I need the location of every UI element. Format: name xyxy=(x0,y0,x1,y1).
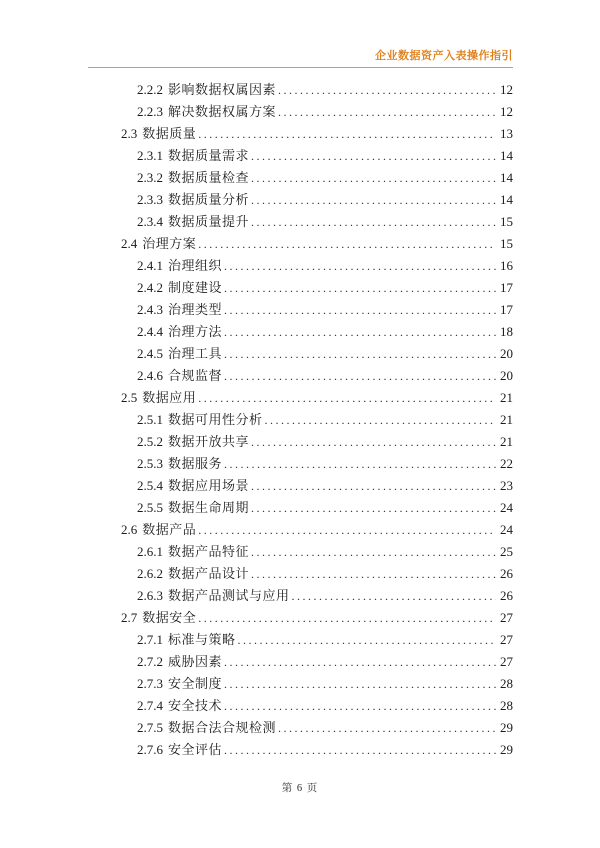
toc-list xyxy=(88,79,513,761)
toc-entry-page-number: 24 xyxy=(500,522,513,537)
toc-entry-title: 影响数据权属因素 xyxy=(168,82,277,97)
toc-entry-dot-leader xyxy=(198,123,496,145)
toc-entry[interactable] xyxy=(88,277,513,299)
toc-entry-title: 治理方案 xyxy=(142,236,197,251)
toc-entry-page-number: 29 xyxy=(500,720,513,735)
toc-entry-title: 数据安全 xyxy=(142,610,197,625)
toc-entry-number: 2.5.2 xyxy=(137,434,163,449)
toc-entry-page-number: 27 xyxy=(500,610,513,625)
toc-entry-number: 2.7.5 xyxy=(137,720,163,735)
toc-entry-dot-leader xyxy=(251,475,496,497)
toc-entry[interactable] xyxy=(88,739,513,761)
toc-entry-number: 2.3.3 xyxy=(137,192,163,207)
toc-entry-page-number: 13 xyxy=(500,126,513,141)
toc-entry-title: 标准与策略 xyxy=(168,632,236,647)
toc-entry-number: 2.4.2 xyxy=(137,280,163,295)
toc-entry-number: 2.4 xyxy=(121,236,138,251)
toc-entry[interactable] xyxy=(88,79,513,101)
toc-entry-dot-leader xyxy=(251,211,496,233)
toc-entry[interactable] xyxy=(88,343,513,365)
toc-entry-number: 2.4.1 xyxy=(137,258,163,273)
toc-entry-number: 2.6.2 xyxy=(137,566,163,581)
toc-entry-number: 2.2.2 xyxy=(137,82,163,97)
toc-entry-dot-leader xyxy=(198,519,496,541)
toc-entry-title: 安全制度 xyxy=(168,676,223,691)
toc-entry-dot-leader xyxy=(224,255,496,277)
toc-entry-dot-leader xyxy=(251,541,496,563)
toc-entry-dot-leader xyxy=(251,189,496,211)
toc-entry-page-number: 20 xyxy=(500,368,513,383)
toc-entry-title: 治理组织 xyxy=(168,258,223,273)
toc-entry-dot-leader xyxy=(198,387,496,409)
toc-entry-page-number: 24 xyxy=(500,500,513,515)
toc-entry-page-number: 12 xyxy=(500,82,513,97)
toc-entry-page-number: 21 xyxy=(500,434,513,449)
toc-entry[interactable] xyxy=(88,453,513,475)
toc-entry-dot-leader xyxy=(224,651,496,673)
toc-entry-title: 数据可用性分析 xyxy=(168,412,263,427)
toc-entry[interactable] xyxy=(88,233,513,255)
toc-entry[interactable] xyxy=(88,299,513,321)
toc-entry-page-number: 16 xyxy=(500,258,513,273)
toc-entry-title: 安全评估 xyxy=(168,742,223,757)
toc-entry-page-number: 14 xyxy=(500,148,513,163)
toc-entry[interactable] xyxy=(88,717,513,739)
page-number-footer: 第 6 页 xyxy=(281,783,319,794)
toc-entry-dot-leader xyxy=(238,629,496,651)
toc-entry-number: 2.7.6 xyxy=(137,742,163,757)
toc-entry-page-number: 27 xyxy=(500,654,513,669)
toc-entry[interactable] xyxy=(88,629,513,651)
toc-entry[interactable] xyxy=(88,673,513,695)
toc-entry[interactable] xyxy=(88,123,513,145)
toc-entry-title: 制度建设 xyxy=(168,280,223,295)
toc-entry[interactable] xyxy=(88,167,513,189)
toc-entry-title: 数据应用场景 xyxy=(168,478,250,493)
toc-entry[interactable] xyxy=(88,431,513,453)
toc-entry-title: 数据质量检查 xyxy=(168,170,250,185)
toc-entry-page-number: 18 xyxy=(500,324,513,339)
toc-entry-number: 2.3 xyxy=(121,126,138,141)
toc-entry-page-number: 23 xyxy=(500,478,513,493)
toc-entry-number: 2.4.4 xyxy=(137,324,163,339)
toc-entry-dot-leader xyxy=(278,101,496,123)
toc-entry[interactable] xyxy=(88,101,513,123)
toc-entry-dot-leader xyxy=(251,145,496,167)
toc-entry-dot-leader xyxy=(224,695,496,717)
toc-entry-page-number: 15 xyxy=(500,236,513,251)
toc-entry-page-number: 26 xyxy=(500,566,513,581)
toc-entry[interactable] xyxy=(88,541,513,563)
toc-entry[interactable] xyxy=(88,255,513,277)
toc-entry[interactable] xyxy=(88,519,513,541)
toc-entry-page-number: 21 xyxy=(500,390,513,405)
toc-entry[interactable] xyxy=(88,497,513,519)
toc-entry-number: 2.5.5 xyxy=(137,500,163,515)
toc-entry-title: 安全技术 xyxy=(168,698,223,713)
toc-entry[interactable] xyxy=(88,211,513,233)
toc-entry-page-number: 14 xyxy=(500,170,513,185)
toc-entry-number: 2.3.2 xyxy=(137,170,163,185)
toc-entry-title: 数据质量提升 xyxy=(168,214,250,229)
toc-entry-page-number: 29 xyxy=(500,742,513,757)
toc-entry-title: 数据产品测试与应用 xyxy=(168,588,290,603)
toc-entry[interactable] xyxy=(88,189,513,211)
toc-entry-number: 2.6.1 xyxy=(137,544,163,559)
toc-entry-dot-leader xyxy=(198,233,496,255)
toc-entry-page-number: 21 xyxy=(500,412,513,427)
toc-entry-number: 2.7.3 xyxy=(137,676,163,691)
toc-entry-dot-leader xyxy=(251,167,496,189)
toc-entry-number: 2.6 xyxy=(121,522,138,537)
toc-entry[interactable] xyxy=(88,387,513,409)
toc-entry-title: 合规监督 xyxy=(168,368,223,383)
toc-entry-dot-leader xyxy=(278,79,496,101)
toc-entry-number: 2.6.3 xyxy=(137,588,163,603)
toc-entry-dot-leader xyxy=(224,321,496,343)
toc-entry-title: 数据产品设计 xyxy=(168,566,250,581)
toc-entry-page-number: 17 xyxy=(500,302,513,317)
toc-entry-dot-leader xyxy=(224,453,496,475)
toc-entry-number: 2.5.4 xyxy=(137,478,163,493)
toc-entry-title: 治理类型 xyxy=(168,302,223,317)
toc-entry-title: 数据产品特征 xyxy=(168,544,250,559)
toc-entry-title: 数据产品 xyxy=(142,522,197,537)
toc-entry-number: 2.7.4 xyxy=(137,698,163,713)
toc-entry[interactable] xyxy=(88,365,513,387)
toc-entry-dot-leader xyxy=(224,673,496,695)
toc-entry[interactable] xyxy=(88,409,513,431)
toc-entry-number: 2.5.1 xyxy=(137,412,163,427)
toc-entry-title: 数据应用 xyxy=(142,390,197,405)
toc-entry[interactable] xyxy=(88,475,513,497)
toc-entry-dot-leader xyxy=(251,431,496,453)
toc-entry-number: 2.4.5 xyxy=(137,346,163,361)
toc-entry-page-number: 20 xyxy=(500,346,513,361)
toc-entry-number: 2.5.3 xyxy=(137,456,163,471)
toc-entry-dot-leader xyxy=(198,607,496,629)
toc-entry-page-number: 22 xyxy=(500,456,513,471)
toc-entry[interactable] xyxy=(88,563,513,585)
toc-entry-dot-leader xyxy=(265,409,496,431)
toc-entry-page-number: 25 xyxy=(500,544,513,559)
toc-entry-page-number: 28 xyxy=(500,698,513,713)
toc-entry[interactable] xyxy=(88,585,513,607)
toc-entry-number: 2.4.6 xyxy=(137,368,163,383)
toc-entry[interactable] xyxy=(88,651,513,673)
toc-entry-title: 解决数据权属方案 xyxy=(168,104,277,119)
toc-entry-title: 数据质量 xyxy=(142,126,197,141)
toc-entry-page-number: 28 xyxy=(500,676,513,691)
toc-entry-dot-leader xyxy=(292,585,496,607)
toc-entry-page-number: 27 xyxy=(500,632,513,647)
toc-entry-number: 2.7.2 xyxy=(137,654,163,669)
toc-entry-title: 数据服务 xyxy=(168,456,223,471)
toc-entry-title: 威胁因素 xyxy=(168,654,223,669)
toc-entry[interactable] xyxy=(88,321,513,343)
toc-entry-number: 2.7 xyxy=(121,610,138,625)
toc-entry-dot-leader xyxy=(224,299,496,321)
toc-entry-title: 治理工具 xyxy=(168,346,223,361)
toc-entry[interactable] xyxy=(88,607,513,629)
toc-entry-dot-leader xyxy=(224,343,496,365)
toc-entry-number: 2.3.4 xyxy=(137,214,163,229)
toc-entry[interactable] xyxy=(88,145,513,167)
toc-entry[interactable] xyxy=(88,695,513,717)
toc-entry-number: 2.7.1 xyxy=(137,632,163,647)
toc-entry-page-number: 12 xyxy=(500,104,513,119)
toc-entry-title: 数据生命周期 xyxy=(168,500,250,515)
toc-entry-number: 2.3.1 xyxy=(137,148,163,163)
toc-entry-title: 数据合法合规检测 xyxy=(168,720,277,735)
toc-entry-dot-leader xyxy=(224,365,496,387)
toc-entry-dot-leader xyxy=(278,717,496,739)
toc-entry-page-number: 26 xyxy=(500,588,513,603)
toc-entry-number: 2.5 xyxy=(121,390,138,405)
toc-entry-number: 2.2.3 xyxy=(137,104,163,119)
toc-entry-title: 治理方法 xyxy=(168,324,223,339)
toc-entry-dot-leader xyxy=(251,497,496,519)
toc-entry-number: 2.4.3 xyxy=(137,302,163,317)
toc-entry-page-number: 15 xyxy=(500,214,513,229)
toc-entry-dot-leader xyxy=(224,739,496,761)
document-header-title: 企业数据资产入表操作指引 xyxy=(375,50,513,62)
toc-entry-dot-leader xyxy=(251,563,496,585)
toc-entry-title: 数据质量分析 xyxy=(168,192,250,207)
toc-entry-page-number: 14 xyxy=(500,192,513,207)
header-divider-line xyxy=(88,67,513,68)
toc-entry-dot-leader xyxy=(224,277,496,299)
toc-entry-title: 数据质量需求 xyxy=(168,148,250,163)
toc-entry-page-number: 17 xyxy=(500,280,513,295)
toc-entry-title: 数据开放共享 xyxy=(168,434,250,449)
